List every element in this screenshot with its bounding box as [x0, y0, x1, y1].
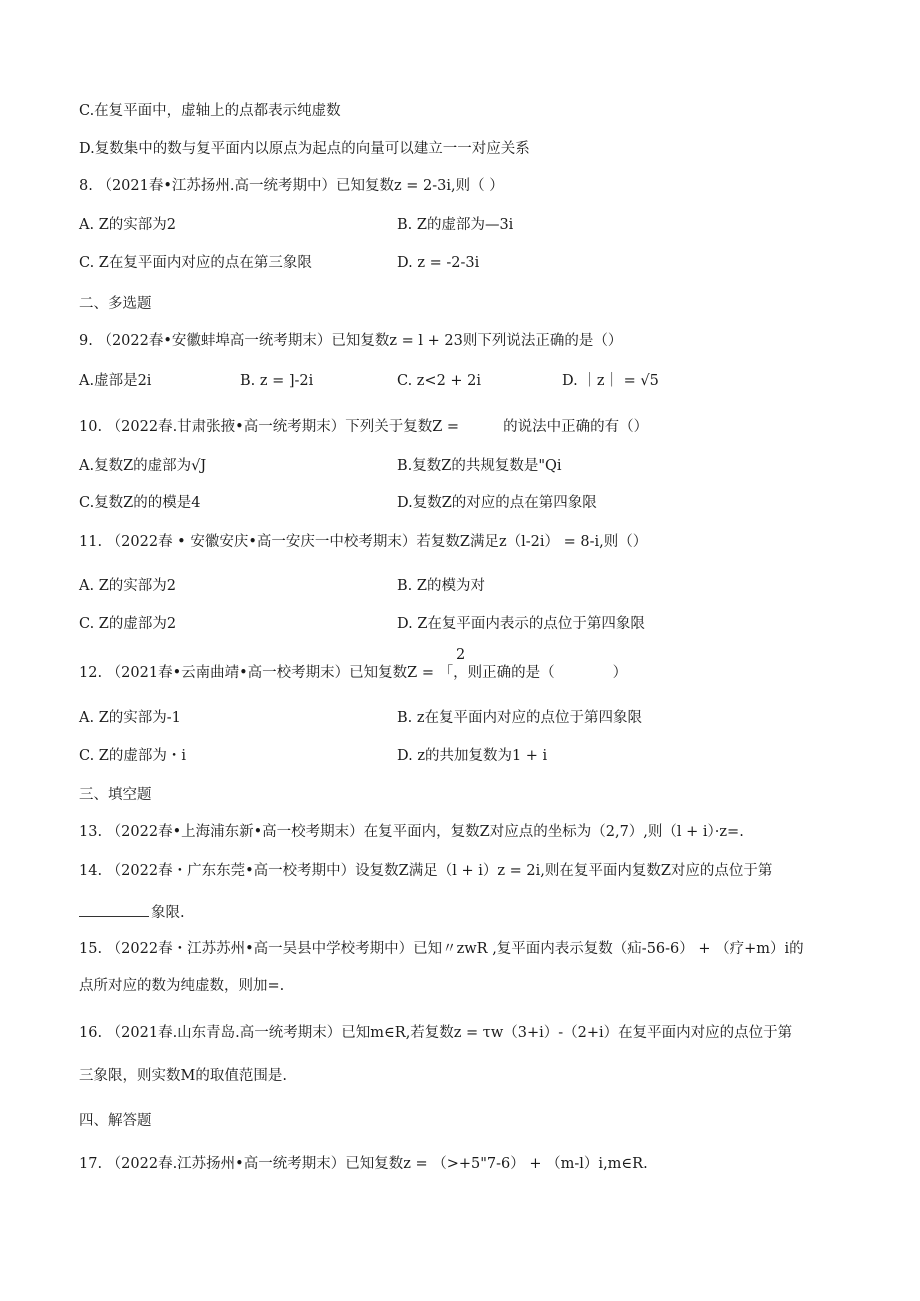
q12-fraction-numerator: 2 — [456, 647, 466, 663]
q14-answer-blank — [79, 916, 149, 917]
q10-option-c: C.复数Z的的模是4 — [79, 495, 201, 511]
q10-stem-part2: 的说法中正确的有（） — [503, 419, 649, 435]
section-multiple-choice-heading: 二、多选题 — [79, 296, 152, 312]
q11-option-b: B. Z的模为对 — [397, 578, 485, 594]
q8-option-b: B. Z的虚部为—3i — [397, 217, 514, 233]
q14-stem-line1: 14. （2022春・广东东莞•高一校考期中）设复数Z满足（l + i）z = 2i,则在复平面内复数Z对应的点位于第 — [79, 863, 773, 879]
q12-stem-part1: 12. （2021春•云南曲靖•高一校考期末）已知复数Z = 「，则正确的是（ — [79, 665, 555, 681]
section-answer-heading: 四、解答题 — [79, 1113, 152, 1129]
q14-stem-line2 — [79, 903, 185, 923]
q10-stem-part1: 10. （2022春.甘肃张掖•高一统考期末）下列关于复数Z = — [79, 419, 460, 435]
q9-option-d: D. ｜z｜ = √5 — [562, 373, 659, 389]
q12-option-b: B. z在复平面内对应的点位于第四象限 — [397, 710, 643, 726]
q10-stem — [79, 417, 648, 437]
q11-option-d: D. Z在复平面内表示的点位于第四象限 — [397, 616, 645, 632]
q9-option-b: B. z = ]-2i — [240, 373, 314, 389]
q11-option-c: C. Z的虚部为2 — [79, 616, 177, 632]
q16-stem-line1: 16. （2021春.山东青岛.高一统考期末）已知m∈R,若复数z = τw（3+i）-（2+i）在复平面内对应的点位于第 — [79, 1025, 793, 1041]
q12-stem-part2: ） — [612, 665, 628, 681]
q13-stem: 13. （2022春•上海浦东新•高一校考期末）在复平面内，复数Z对应点的坐标为（2,7）,则（l + i）·z=. — [79, 824, 744, 840]
q8-option-c: C. Z在复平面内对应的点在第三象限 — [79, 255, 312, 271]
q8-option-d: D. z = -2-3i — [397, 255, 480, 271]
q7-option-c: C.在复平面中，虚轴上的点都表示纯虚数 — [79, 103, 341, 119]
q14-stem-tail: 象限. — [151, 905, 185, 921]
q15-stem-line1: 15. （2022春・江苏苏州•高一吴县中学校考期中）已知〃zwR ,复平面内表示复数（疝-56-6） + （疗+m）i的 — [79, 941, 804, 957]
q12-option-c: C. Z的虚部为・i — [79, 748, 187, 764]
q10-option-d: D.复数Z的对应的点在第四象限 — [397, 495, 597, 511]
q10-option-b: B.复数Z的共规复数是"Qi — [397, 458, 562, 474]
q8-stem: 8. （2021春•江苏扬州.高一统考期中）已知复数z = 2-3i,则（ ） — [79, 178, 504, 194]
q12-option-a: A. Z的实部为-1 — [79, 710, 181, 726]
q9-option-a: A.虚部是2i — [79, 373, 152, 389]
q16-stem-line2: 三象限，则实数M的取值范围是. — [79, 1068, 287, 1084]
q7-option-d: D.复数集中的数与复平面内以原点为起点的向量可以建立一一对应关系 — [79, 141, 530, 157]
q17-stem: 17. （2022春.江苏扬州•高一统考期末）已知复数z = （>+5"7-6） + （m-l）i,m∈R. — [79, 1156, 648, 1172]
q9-option-c: C. z<2 + 2i — [397, 373, 482, 389]
q11-option-a: A. Z的实部为2 — [79, 578, 176, 594]
q12-stem — [79, 663, 627, 683]
section-fill-in-heading: 三、填空题 — [79, 787, 152, 803]
q8-option-a: A. Z的实部为2 — [79, 217, 176, 233]
q11-stem: 11. （2022春 • 安徽安庆•高一安庆一中校考期末）若复数Z满足z（l-2i） = 8-i,则（） — [79, 534, 648, 550]
q15-stem-line2: 点所对应的数为纯虚数，则加=. — [79, 978, 285, 994]
q9-stem: 9. （2022春•安徽蚌埠高一统考期末）已知复数z = l + 23则下列说法正确的是（） — [79, 333, 623, 349]
q12-option-d: D. z的共加复数为1 + i — [397, 748, 548, 764]
q10-option-a: A.复数Z的虚部为√J — [79, 458, 207, 474]
